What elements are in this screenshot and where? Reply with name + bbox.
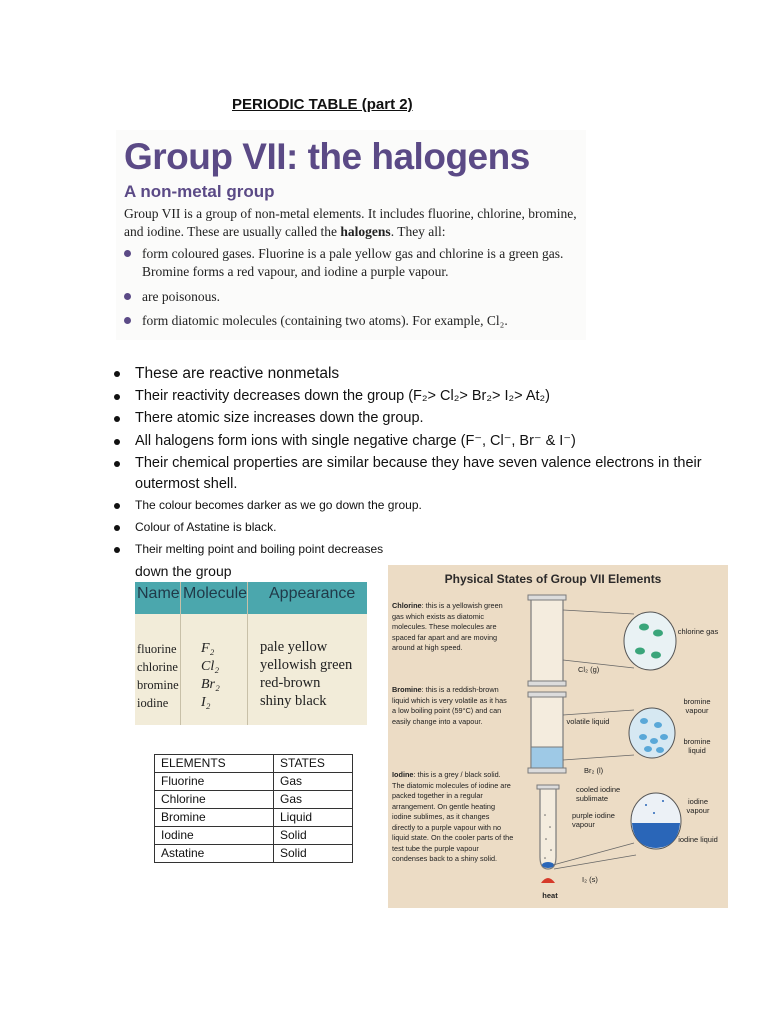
diagram-title: Physical States of Group VII Elements (444, 572, 662, 586)
table-cell: Cl₂ (201, 659, 220, 674)
book-intro (124, 205, 579, 241)
list-item-continuation: down the group (135, 563, 232, 579)
intro-text-end: . They all: (390, 224, 446, 239)
label-cooled-iodine: cooled iodine sublimate (576, 785, 621, 803)
list-item-text: Their chemical properties are similar because they have seven valence electrons in their outermost shell. (135, 455, 702, 492)
chlorine-term: Chlorine (392, 601, 422, 610)
book-bullet-text: are poisonous. (142, 289, 220, 304)
state-cell: Solid (274, 845, 353, 863)
appearance-column (260, 638, 352, 710)
bullet-dot-icon (114, 503, 120, 509)
bullet-dot-icon (114, 394, 120, 400)
name-column (137, 640, 179, 712)
book-bullet (124, 312, 582, 330)
table-cell: red-brown (260, 675, 321, 691)
list-item-text: All halogens form ions with single negative charge (F⁻, Cl⁻, Br⁻ & I⁻) (135, 432, 576, 449)
label-bromine-vapour: bromine vapour (683, 697, 711, 715)
table-row (155, 791, 353, 809)
book-bullet (124, 288, 582, 306)
halogens-term: halogens (340, 224, 391, 239)
state-cell: Liquid (274, 809, 353, 827)
bromine-text: : this is a reddish-brown liquid which is very volatile as it has a low boiling point (59°C) and can easily change into a vapour. (392, 685, 507, 726)
header-name: Name (137, 585, 180, 602)
list-item (112, 431, 702, 452)
bullet-dot-icon (114, 371, 120, 377)
table-header-row (155, 755, 353, 773)
list-item (112, 519, 702, 536)
label-bromine-liquid: bromine liquid (683, 737, 711, 755)
table-row (155, 773, 353, 791)
header-molecule: Molecule (183, 585, 248, 602)
intro-text: Group VII is a group of non-metal elements. It includes fluorine, chlorine, bromine, and iodine. These are usually called the (124, 206, 577, 239)
chlorine-text: : this is a yellowish green gas which exists as diatomic molecules. These molecules are spaced far apart and are moving around at high speed. (392, 601, 503, 652)
bullet-dot-icon (114, 547, 120, 553)
list-item (112, 453, 702, 495)
table-cell: fluorine (137, 642, 177, 656)
halogens-heading: Group VII: the halogens (124, 136, 530, 177)
header-elements: ELEMENTS (155, 755, 274, 773)
state-cell: Gas (274, 791, 353, 809)
bullet-dot-icon (124, 250, 131, 257)
list-item (112, 386, 702, 407)
iodine-term: Iodine (392, 770, 414, 779)
bullet-dot-icon (124, 293, 131, 300)
states-table (154, 754, 353, 863)
list-item (112, 497, 702, 514)
label-volatile-liquid: volatile liquid (566, 717, 610, 726)
label-chlorine-gas: chlorine gas (677, 627, 719, 636)
list-item (112, 541, 702, 558)
list-item-text: Their reactivity decreases down the group (F₂> Cl₂> Br₂> I₂> At₂) (135, 387, 550, 404)
table-cell: shiny black (260, 693, 327, 709)
label-cl2-gas: Cl₂ (g) (578, 665, 600, 674)
label-br2-liquid: Br₂ (l) (584, 766, 604, 775)
list-item (112, 363, 702, 384)
element-cell: Iodine (155, 827, 274, 845)
list-item-text: Colour of Astatine is black. (135, 519, 277, 534)
bullet-dot-icon (124, 317, 131, 324)
list-item-text: There atomic size increases down the group. (135, 410, 424, 426)
label-i2-solid: I₂ (s) (582, 875, 598, 884)
list-item-text: The colour becomes darker as we go down the group. (135, 497, 422, 512)
element-cell: Astatine (155, 845, 274, 863)
table-cell: I₂ (201, 695, 211, 710)
book-bullet (124, 245, 582, 281)
column-divider (180, 582, 181, 725)
table-cell: pale yellow (260, 639, 328, 655)
column-divider (247, 582, 248, 725)
state-cell: Solid (274, 827, 353, 845)
nonmetal-subheading: A non-metal group (124, 182, 275, 201)
table-row (155, 809, 353, 827)
chlorine-gas-jar (528, 595, 676, 686)
list-item (112, 408, 702, 429)
physical-states-diagram (388, 565, 728, 908)
label-iodine-liquid: iodine liquid (678, 835, 718, 844)
state-cell: Gas (274, 773, 353, 791)
element-cell: Fluorine (155, 773, 274, 791)
list-item-text: Their melting point and boiling point decreases (135, 541, 384, 556)
molecule-table-header (135, 582, 367, 614)
molecule-table (135, 582, 367, 725)
bullet-dot-icon (114, 416, 120, 422)
table-row (155, 827, 353, 845)
bullet-dot-icon (114, 525, 120, 531)
label-purple-iodine-vapour: purple iodine vapour (572, 811, 615, 829)
list-item-text: These are reactive nonmetals (135, 365, 340, 382)
header-states: STATES (274, 755, 353, 773)
table-cell: chlorine (137, 660, 178, 674)
table-cell: iodine (137, 696, 169, 710)
header-appearance: Appearance (269, 585, 356, 602)
bromine-term: Bromine (392, 685, 422, 694)
page-title: PERIODIC TABLE (part 2) (232, 96, 413, 113)
table-row (155, 845, 353, 863)
element-cell: Bromine (155, 809, 274, 827)
bullet-dot-icon (114, 461, 120, 467)
halogen-facts-list (112, 363, 702, 563)
table-cell: F₂ (201, 641, 215, 656)
bromine-jar (528, 692, 675, 773)
table-cell: bromine (137, 678, 179, 692)
label-iodine-vapour: iodine vapour (686, 797, 710, 815)
textbook-excerpt (116, 130, 586, 340)
label-heat: heat (542, 891, 558, 900)
table-cell: Br₂ (201, 677, 220, 692)
bullet-dot-icon (114, 439, 120, 445)
book-bullet-text: form diatomic molecules (containing two atoms). For example, Cl₂. (142, 313, 508, 328)
molecule-column (201, 640, 220, 712)
book-bullet-text: form coloured gases. Fluorine is a pale yellow gas and chlorine is a green gas. Bromine forms a red vapour, and iodine a purple vapour. (142, 246, 564, 279)
table-cell: yellowish green (260, 657, 353, 673)
iodine-text: : this is a grey / black solid. The diatomic molecules of iodine are packed together in a regular arrangement. On gentle heating iodine sublimes, as it changes directly to a purple vapour with no liquid state. On the cooler parts of the test tube the purple vapour condenses back to a shiny solid. (392, 770, 514, 863)
element-cell: Chlorine (155, 791, 274, 809)
